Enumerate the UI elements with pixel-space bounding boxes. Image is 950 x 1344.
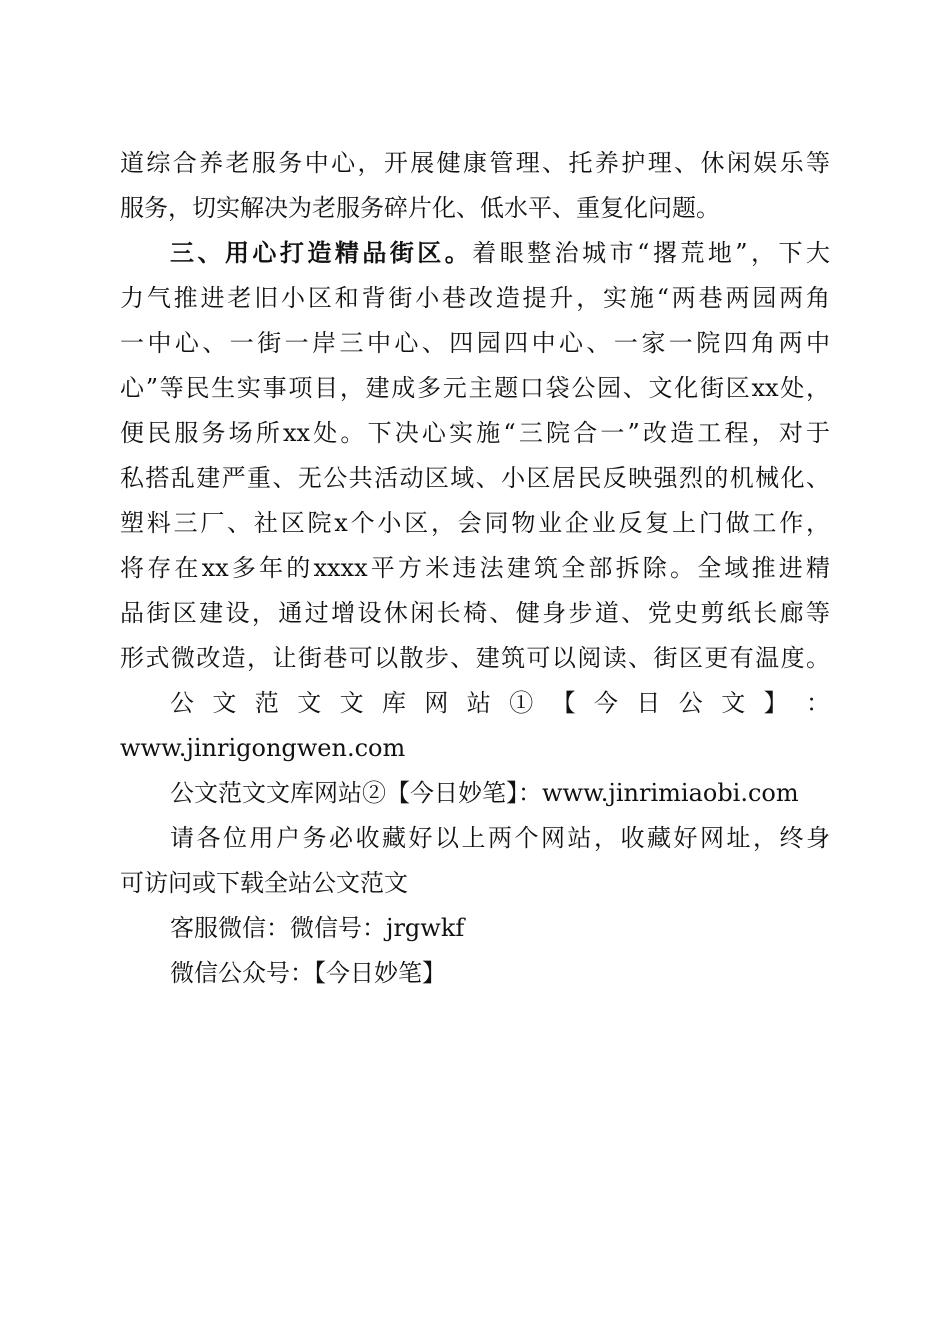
wechat-public-account: 微信公众号：【今日妙笔】 xyxy=(170,959,446,987)
site-2-line[interactable]: 公文范文文库网站②【今日妙笔】：www.jinrimiaobi.com xyxy=(170,779,799,807)
paragraph-2-line-2: 力气推进老旧小区和背街小巷改造提升，实施“两巷两园两角 xyxy=(120,284,830,312)
paragraph-2-line-6: 私搭乱建严重、无公共活动区域、小区居民反映强烈的机械化、 xyxy=(120,464,830,492)
paragraph-2-line-3: 一中心、一街一岸三中心、四园四中心、一家一院四角两中 xyxy=(120,329,830,357)
notice-line-1: 请各位用户务必收藏好以上两个网站，收藏好网址，终身 xyxy=(170,824,830,852)
paragraph-1-line-2: 服务，切实解决为老服务碎片化、低水平、重复化问题。 xyxy=(120,194,720,222)
paragraph-2-line-8: 将存在xx多年的xxxx平方米违法建筑全部拆除。全域推进精 xyxy=(120,554,830,582)
paragraph-2-line-5: 便民服务场所xx处。下决心实施“三院合一”改造工程，对于 xyxy=(120,419,830,447)
paragraph-2-line-10: 形式微改造，让街巷可以散步、建筑可以阅读、街区更有温度。 xyxy=(120,644,830,672)
site-1-url[interactable]: www.jinrigongwen.com xyxy=(120,734,406,762)
site-1-label: 公 文 范 文 文 库 网 站 ① 【 今 日 公 文 】 ： xyxy=(170,689,830,717)
paragraph-2-line-4: 心”等民生实事项目，建成多元主题口袋公园、文化街区xx处， xyxy=(120,374,830,402)
paragraph-2-line-1-rest: 着眼整治城市“撂荒地”，下大 xyxy=(472,239,830,267)
section-heading: 三、用心打造精品街区。 xyxy=(170,238,473,267)
paragraph-2-line-9: 品街区建设，通过增设休闲长椅、健身步道、党史剪纸长廊等 xyxy=(120,599,830,627)
paragraph-2-line-7: 塑料三厂、社区院x个小区，会同物业企业反复上门做工作， xyxy=(120,509,830,537)
wechat-service: 客服微信：微信号：jrgwkf xyxy=(170,914,465,942)
paragraph-1-line-1: 道综合养老服务中心，开展健康管理、托养护理、休闲娱乐等 xyxy=(120,149,830,177)
paragraph-2-line-1 xyxy=(170,238,830,268)
notice-line-2: 可访问或下载全站公文范文 xyxy=(120,869,408,897)
